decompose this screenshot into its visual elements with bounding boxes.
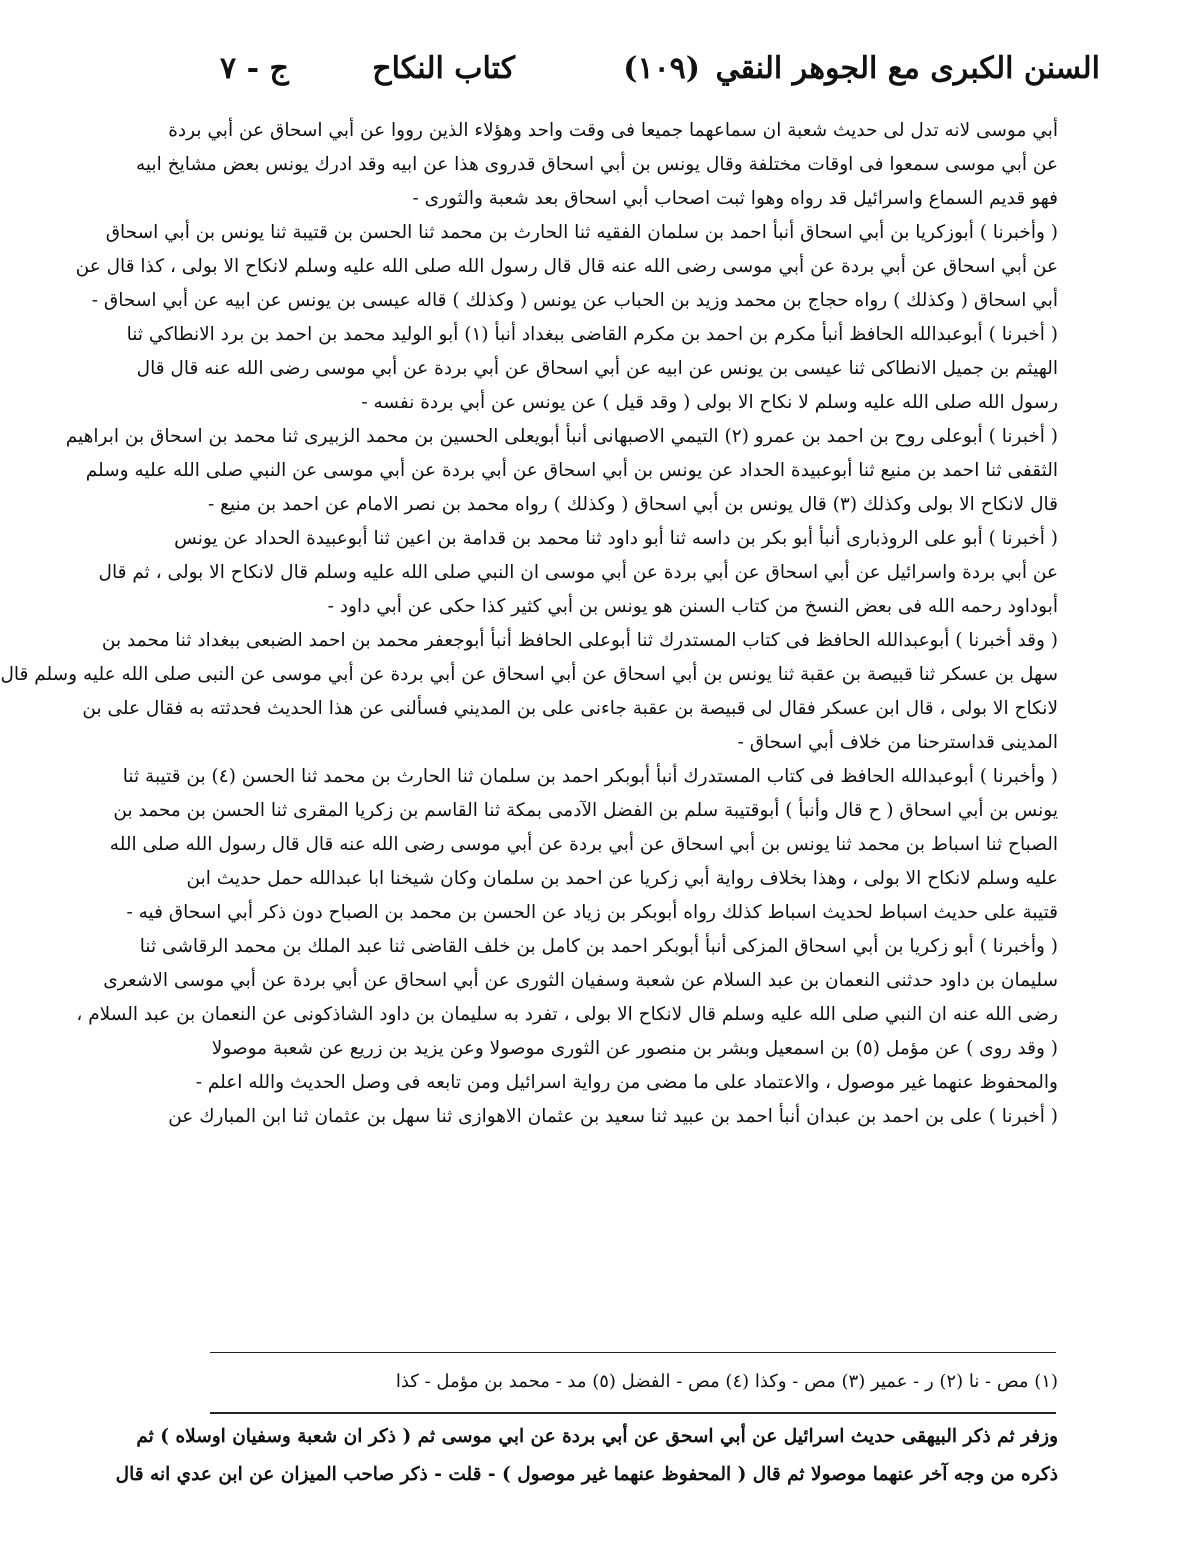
text-line: ( أخبرنا ) أبو على الروذبارى أنبأ أبو بكر بن داسه ثنا أبو داود ثنا محمد بن قدامة بن اعين ثنا أبوعبيدة الحداد عن يونس <box>174 528 1058 549</box>
page-number: (١٠٩) <box>623 51 700 86</box>
commentary-line: وزفر ثم ذكر البيهقى حديث اسرائيل عن أبي اسحق عن أبي بردة عن ابي موسى ثم ( ذكر ان شعبة وسفيان اوسلاه ) ثم <box>136 1426 1058 1447</box>
text-line: أبوداود رحمه الله فى بعض النسخ من كتاب السنن هو يونس بن أبي كثير كذا حكى عن أبي داود - <box>327 596 1058 617</box>
text-line: أبي موسى لانه تدل لى حديث شعبة ان سماعهما جميعا فى وقت واحد وهؤلاء الذين رووا عن أبي اسحاق عن أبي بردة <box>168 120 1058 141</box>
page-header <box>220 44 1100 100</box>
text-line: ( أخبرنا ) أبوعبدالله الحافظ أنبأ مكرم بن احمد بن مكرم القاضى ببغداد أنبأ (١) أبو الوليد محمد بن احمد بن برد الانطاكي ثنا <box>126 324 1058 345</box>
text-line: ( أخبرنا ) على بن احمد بن عبدان أنبأ احمد بن عبيد ثنا سعيد بن عثمان الاهوازى ثنا سهل بن عثمان ثنا ابن المبارك عن <box>168 1106 1058 1127</box>
book-title: السنن الكبرى مع الجوهر النقي <box>715 51 1100 86</box>
text-line: سليمان بن داود حدثنى النعمان بن عبد السلام عن شعبة وسفيان الثورى عن أبي اسحاق عن أبي بردة عن أبي موسى الاشعرى <box>103 970 1058 991</box>
text-line: فهو قديم السماع واسرائيل قد رواه وهوا ثبت اصحاب أبي اسحاق بعد شعبة والثورى - <box>412 188 1058 209</box>
footnotes <box>206 1362 1058 1402</box>
text-line: قال لانكاح الا بولى وكذلك (٣) قال يونس بن أبي اسحاق ( وكذلك ) رواه محمد بن نصر الامام عن احمد بن منيع - <box>208 494 1058 515</box>
commentary-divider <box>210 1412 1056 1414</box>
volume-label: ج - ٧ <box>220 51 289 86</box>
text-line: الصباح ثنا اسباط بن محمد ثنا يونس بن أبي اسحاق عن أبي بردة عن أبي موسى رضى الله عنه قال قال رسول الله صلى الله <box>109 834 1058 855</box>
text-line: ( وقد أخبرنا ) أبوعبدالله الحافظ فى كتاب المستدرك ثنا أبوعلى الحافظ أنبأ أبوجعفر محمد بن احمد الضبعى ببغداد ثنا محمد بن <box>101 630 1058 651</box>
text-line: لانكاح الا بولى ، قال ابن عسكر فقال لى قبيصة بن عقبة جاءنى على بن المديني فسألنى عن هذا الحديث فحدثته به فقال على بن <box>82 698 1058 719</box>
text-line: يونس بن أبي اسحاق ( ح قال وأنبأ ) أبوقتيبة سلم بن الفضل الآدمى بمكة ثنا القاسم بن زكريا المقرى ثنا الحسن بن محمد بن <box>113 800 1058 821</box>
text-line: ( أخبرنا ) أبوعلى روح بن احمد بن عمرو (٢) التيمي الاصبهانى أنبأ أبويعلى الحسين بن محمد الزبيرى ثنا محمد بن اسحاق بن ابراهيم <box>65 426 1058 447</box>
chapter-title: كتاب النكاح <box>372 51 515 86</box>
text-line: ( وأخبرنا ) أبوزكريا بن أبي اسحاق أنبأ احمد بن سلمان الفقيه ثنا الحارث بن محمد ثنا الحسن بن قتيبة ثنا يونس بن أبي اسحاق <box>105 222 1058 243</box>
commentary-line: ذكره من وجه آخر عنهما موصولا ثم قال ( المحفوظ عنهما غير موصول ) - قلت - ذكر صاحب الميزان عن ابن عدي انه قال <box>115 1464 1058 1485</box>
footnote-divider <box>210 1352 1056 1353</box>
text-line: رضى الله عنه ان النبي صلى الله عليه وسلم قال لانكاح الا بولى ، تفرد به سليمان بن داود الشاذكونى عن النعمان بن عبد السلام ، <box>76 1004 1058 1025</box>
text-line: عن أبي اسحاق عن أبي بردة عن أبي موسى رضى الله عنه قال قال رسول الله صلى الله عليه وسلم لانكاح الا بولى ، كذا قال عن <box>75 256 1058 277</box>
main-text <box>0 114 1058 1134</box>
text-line: ( وأخبرنا ) أبوعبدالله الحافظ فى كتاب المستدرك أنبأ أبوبكر احمد بن سلمان ثنا الحارث بن محمد ثنا الحسن (٤) بن قتيبة ثنا <box>122 766 1058 787</box>
text-line: سهل بن عسكر ثنا قبيصة بن عقبة ثنا يونس بن أبي اسحاق عن أبي اسحاق عن أبي بردة عن أبي موسى عن النبى صلى الله عليه وسلم قال <box>0 664 1058 685</box>
text-line: قتيبة على حديث اسباط لحديث اسباط كذلك رواه أبوبكر بن زياد عن الحسن بن محمد بن الصباح دون ذكر أبي اسحاق فيه - <box>126 902 1058 923</box>
footnote-line: (١) مص - نا (٢) ر - عمير (٣) مص - وكذا (٤) مص - الفضل (٥) مد - محمد بن مؤمل - كذا <box>395 1371 1058 1392</box>
text-line: رسول الله صلى الله عليه وسلم لا نكاح الا بولى ( وقد قيل ) عن يونس عن أبي بردة نفسه - <box>361 392 1058 413</box>
text-line: ( وقد روى ) عن مؤمل (٥) بن اسمعيل وبشر بن منصور عن الثورى موصولا وعن يزيد بن زريع عن شعبة موصولا <box>211 1038 1058 1059</box>
text-line: والمحفوظ عنهما غير موصول ، والاعتماد على ما مضى من رواية اسرائيل ومن تابعه فى وصل الحديث والله اعلم - <box>195 1072 1058 1093</box>
commentary-section <box>115 1418 1058 1494</box>
text-line: عن أبي بردة واسرائيل عن أبي اسحاق عن أبي بردة عن أبي موسى ان النبي صلى الله عليه وسلم قال لانكاح الا بولى ، ثم قال <box>98 562 1058 583</box>
text-line: ( وأخبرنا ) أبو زكريا بن أبي اسحاق المزكى أنبأ أبوبكر احمد بن كامل بن خلف القاضى ثنا عبد الملك بن محمد الرقاشى ثنا <box>139 936 1058 957</box>
text-line: الهيثم بن جميل الانطاكى ثنا عيسى بن يونس عن ابيه عن أبي اسحاق عن أبي بردة عن أبي موسى رضى الله عنه قال قال <box>136 358 1058 379</box>
text-line: الثقفى ثنا احمد بن منيع ثنا أبوعبيدة الحداد عن يونس بن أبي اسحاق عن أبي بردة عن أبي موسى عن النبي صلى الله عليه وسلم <box>85 460 1058 481</box>
text-line: المدينى قداسترحنا من خلاف أبي اسحاق - <box>737 732 1058 753</box>
text-line: عن أبي موسى سمعوا فى اوقات مختلفة وقال يونس بن أبي اسحاق قدروى هذا عن ابيه وقد ادرك يونس بعض مشايخ ابيه <box>136 154 1058 175</box>
text-line: أبي اسحاق ( وكذلك ) رواه حجاج بن محمد وزيد بن الحباب عن يونس ( وكذلك ) قاله عيسى بن يونس عن ابيه عن أبي اسحاق - <box>91 290 1058 311</box>
text-line: عليه وسلم لانكاح الا بولى ، وهذا بخلاف رواية أبي زكريا عن احمد بن سلمان وكان شيخنا ابا عبدالله حمل حديث ابن <box>186 868 1058 889</box>
